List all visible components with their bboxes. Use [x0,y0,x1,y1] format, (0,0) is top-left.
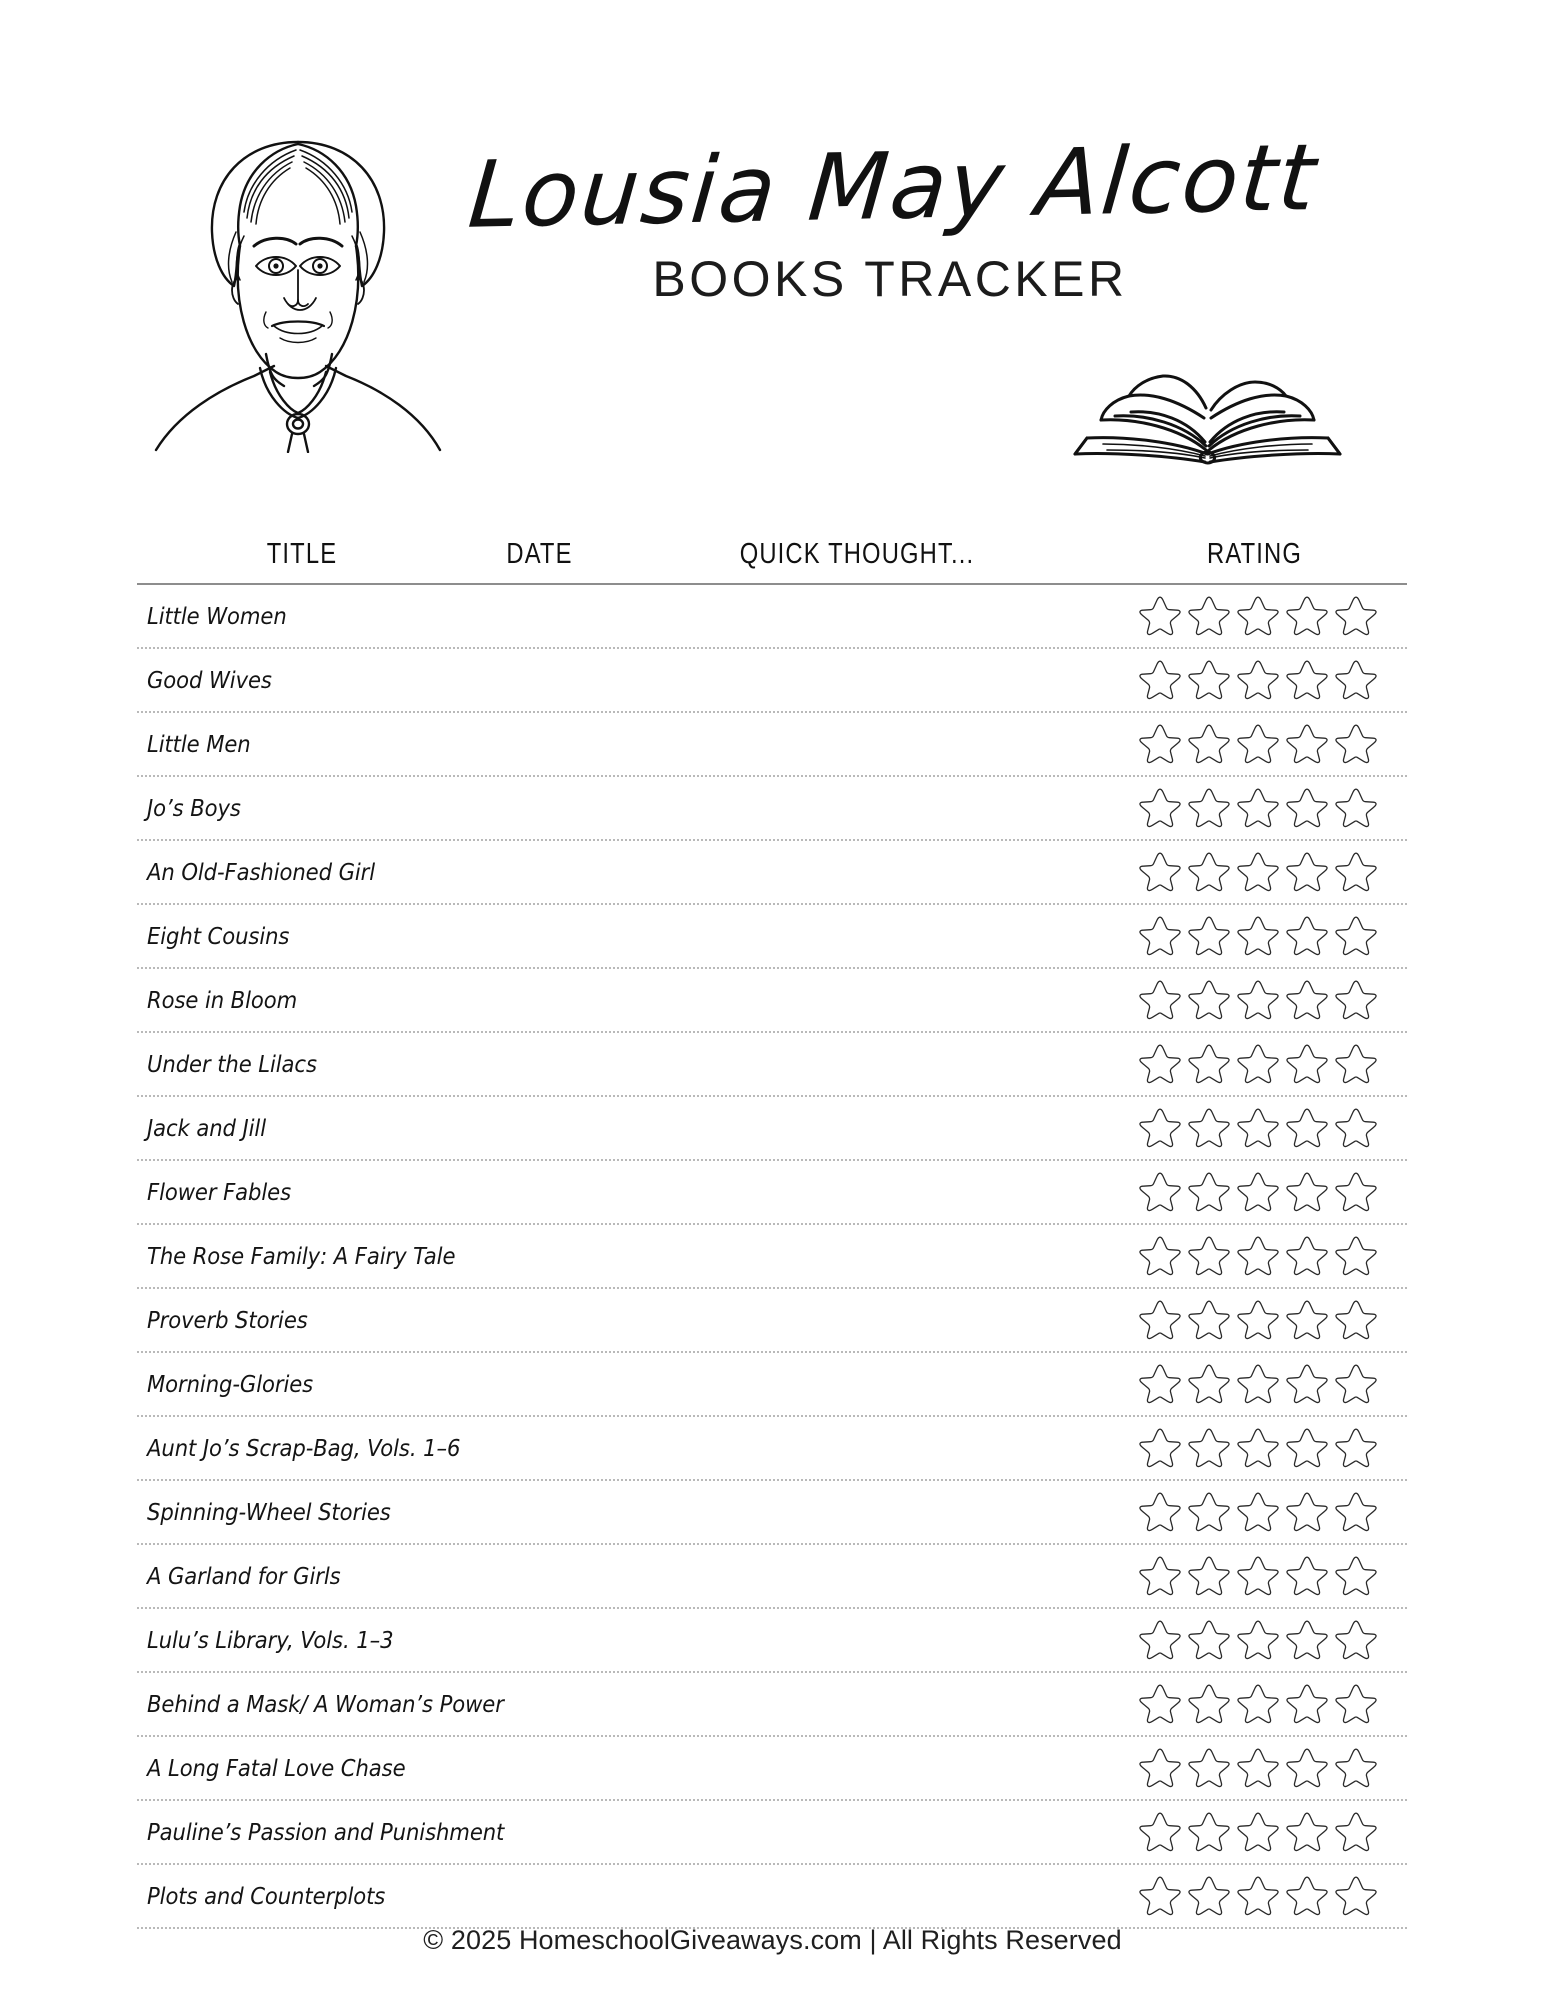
cell-title [137,1178,467,1206]
table-row [137,1353,1407,1417]
rating-star-icon[interactable] [1284,721,1330,767]
table-row [137,777,1407,841]
rating-star-icon[interactable] [1186,785,1232,831]
rating-star-icon[interactable] [1235,657,1281,703]
book-title-text: Jo’s Boys [147,794,241,822]
rating-star-icon[interactable] [1333,1809,1379,1855]
page-header [0,0,1545,500]
rating-star-icon[interactable] [1137,1745,1183,1791]
rating-star-icon[interactable] [1186,593,1232,639]
column-header-quick-thought: QUICK THOUGHT... [739,537,975,570]
table-row [137,1609,1407,1673]
cell-title [137,602,467,630]
rating-star-icon[interactable] [1284,1425,1330,1471]
rating-star-icon[interactable] [1137,1489,1183,1535]
rating-star-icon[interactable] [1186,913,1232,959]
open-book-icon [1055,358,1360,468]
cell-rating[interactable] [1102,1809,1407,1855]
rating-star-icon[interactable] [1333,721,1379,767]
cell-rating[interactable] [1102,1233,1407,1279]
rating-star-icon[interactable] [1284,1553,1330,1599]
column-header-title: TITLE [266,537,338,570]
rating-star-icon[interactable] [1284,657,1330,703]
book-title-text: Jack and Jill [147,1114,267,1142]
table-row [137,1289,1407,1353]
rating-star-icon[interactable] [1186,1105,1232,1151]
book-title-text: Plots and Counterplots [147,1882,386,1910]
cell-title [137,1498,467,1526]
rating-star-icon[interactable] [1284,913,1330,959]
cell-rating[interactable] [1102,1169,1407,1215]
rating-star-icon[interactable] [1186,1553,1232,1599]
table-row [137,1545,1407,1609]
cell-title [137,1306,467,1334]
cell-rating[interactable] [1102,977,1407,1023]
page-title: Lousia May Alcott [464,124,1322,249]
book-title-text: The Rose Family: A Fairy Tale [147,1242,456,1270]
rating-star-icon[interactable] [1186,657,1232,703]
book-title-text: Proverb Stories [147,1306,308,1334]
book-title-text: Behind a Mask/ A Woman’s Power [147,1690,504,1718]
rating-star-icon[interactable] [1235,1617,1281,1663]
table-row [137,1225,1407,1289]
table-row [137,713,1407,777]
rating-star-icon[interactable] [1186,1297,1232,1343]
rating-star-icon[interactable] [1137,657,1183,703]
book-title-text: Morning-Glories [147,1370,314,1398]
cell-rating[interactable] [1102,1489,1407,1535]
cell-title [137,1690,504,1718]
rating-star-icon[interactable] [1235,1553,1281,1599]
rating-star-icon[interactable] [1284,1745,1330,1791]
rating-star-icon[interactable] [1137,1105,1183,1151]
cell-rating[interactable] [1102,913,1407,959]
rating-star-icon[interactable] [1235,593,1281,639]
rating-star-icon[interactable] [1333,593,1379,639]
rating-star-icon[interactable] [1137,1297,1183,1343]
cell-rating[interactable] [1102,593,1407,639]
rating-star-icon[interactable] [1235,1489,1281,1535]
cell-rating[interactable] [1102,1745,1407,1791]
rating-star-icon[interactable] [1137,1233,1183,1279]
rating-star-icon[interactable] [1333,1617,1379,1663]
rating-star-icon[interactable] [1284,1233,1330,1279]
rating-star-icon[interactable] [1137,1041,1183,1087]
cell-title [137,1050,467,1078]
rating-star-icon[interactable] [1137,1169,1183,1215]
rating-star-icon[interactable] [1333,1489,1379,1535]
book-title-text: A Long Fatal Love Chase [147,1754,406,1782]
rating-star-icon[interactable] [1284,1489,1330,1535]
rating-star-icon[interactable] [1284,849,1330,895]
rating-star-icon[interactable] [1284,1809,1330,1855]
rating-star-icon[interactable] [1186,1617,1232,1663]
book-title-text: An Old-Fashioned Girl [147,858,376,886]
book-title-text: Rose in Bloom [147,986,298,1014]
cell-title [137,1114,467,1142]
rating-star-icon[interactable] [1137,1681,1183,1727]
cell-title [137,730,467,758]
table-row [137,1161,1407,1225]
cell-rating[interactable] [1102,1041,1407,1087]
rating-star-icon[interactable] [1235,1297,1281,1343]
cell-title [137,1434,467,1462]
table-row [137,1737,1407,1801]
column-header-date: DATE [506,537,573,570]
rating-star-icon[interactable] [1186,1425,1232,1471]
cell-rating[interactable] [1102,1873,1407,1919]
table-row [137,1673,1407,1737]
rating-star-icon[interactable] [1333,785,1379,831]
rating-star-icon[interactable] [1333,1041,1379,1087]
rating-star-icon[interactable] [1137,593,1183,639]
rating-star-icon[interactable] [1235,1809,1281,1855]
rating-star-icon[interactable] [1137,1553,1183,1599]
rating-star-icon[interactable] [1235,785,1281,831]
rating-star-icon[interactable] [1137,977,1183,1023]
table-row [137,1481,1407,1545]
rating-star-icon[interactable] [1186,1233,1232,1279]
rating-star-icon[interactable] [1186,1809,1232,1855]
book-title-text: Little Men [147,730,251,758]
cell-title [137,666,467,694]
cell-rating[interactable] [1102,657,1407,703]
table-row [137,1097,1407,1161]
rating-star-icon[interactable] [1284,1617,1330,1663]
rating-star-icon[interactable] [1333,1169,1379,1215]
table-row [137,1801,1407,1865]
column-header-rating: RATING [1207,537,1302,570]
table-row [137,649,1407,713]
books-tracker-table [137,525,1407,1929]
table-header-row [137,525,1407,585]
table-body [137,585,1407,1929]
rating-star-icon[interactable] [1235,1745,1281,1791]
rating-star-icon[interactable] [1186,849,1232,895]
book-title-text: Lulu’s Library, Vols. 1–3 [147,1626,394,1654]
rating-star-icon[interactable] [1186,977,1232,1023]
rating-star-icon[interactable] [1235,1105,1281,1151]
rating-star-icon[interactable] [1137,1361,1183,1407]
table-row [137,585,1407,649]
cell-rating[interactable] [1102,1425,1407,1471]
cell-rating[interactable] [1102,785,1407,831]
cell-title [137,1818,505,1846]
table-row [137,1417,1407,1481]
rating-star-icon[interactable] [1333,657,1379,703]
rating-star-icon[interactable] [1284,977,1330,1023]
cell-rating[interactable] [1102,1553,1407,1599]
rating-star-icon[interactable] [1137,849,1183,895]
rating-star-icon[interactable] [1333,977,1379,1023]
rating-star-icon[interactable] [1284,1873,1330,1919]
rating-star-icon[interactable] [1333,1553,1379,1599]
rating-star-icon[interactable] [1235,977,1281,1023]
cell-title [137,1562,467,1590]
rating-star-icon[interactable] [1284,785,1330,831]
book-title-text: Good Wives [147,666,272,694]
rating-star-icon[interactable] [1333,1233,1379,1279]
table-row [137,969,1407,1033]
cell-title [137,1754,467,1782]
rating-star-icon[interactable] [1186,1169,1232,1215]
rating-star-icon[interactable] [1137,785,1183,831]
cell-rating[interactable] [1102,1361,1407,1407]
rating-star-icon[interactable] [1284,1169,1330,1215]
rating-star-icon[interactable] [1333,1297,1379,1343]
rating-star-icon[interactable] [1284,1681,1330,1727]
rating-star-icon[interactable] [1137,913,1183,959]
cell-rating[interactable] [1102,849,1407,895]
rating-star-icon[interactable] [1235,1873,1281,1919]
cell-title [137,1626,467,1654]
book-title-text: A Garland for Girls [147,1562,341,1590]
cell-rating[interactable] [1102,1681,1407,1727]
rating-star-icon[interactable] [1333,1361,1379,1407]
rating-star-icon[interactable] [1186,1361,1232,1407]
rating-star-icon[interactable] [1186,1681,1232,1727]
cell-title [137,1242,467,1270]
table-row [137,905,1407,969]
cell-title [137,858,467,886]
book-title-text: Eight Cousins [147,922,290,950]
rating-star-icon[interactable] [1186,1041,1232,1087]
rating-star-icon[interactable] [1235,1361,1281,1407]
cell-rating[interactable] [1102,1105,1407,1151]
rating-star-icon[interactable] [1186,1873,1232,1919]
book-title-text: Under the Lilacs [147,1050,317,1078]
table-row [137,1033,1407,1097]
rating-star-icon[interactable] [1137,1617,1183,1663]
rating-star-icon[interactable] [1235,913,1281,959]
rating-star-icon[interactable] [1137,721,1183,767]
book-title-text: Pauline’s Passion and Punishment [147,1818,505,1846]
rating-star-icon[interactable] [1137,1425,1183,1471]
rating-star-icon[interactable] [1284,1297,1330,1343]
rating-star-icon[interactable] [1284,1105,1330,1151]
cell-title [137,986,467,1014]
rating-star-icon[interactable] [1284,1361,1330,1407]
rating-star-icon[interactable] [1333,1105,1379,1151]
author-portrait-icon [148,128,448,453]
rating-star-icon[interactable] [1284,1041,1330,1087]
book-title-text: Little Women [147,602,287,630]
rating-star-icon[interactable] [1137,1873,1183,1919]
rating-star-icon[interactable] [1333,1681,1379,1727]
page-subtitle: BOOKS TRACKER [652,250,1128,307]
cell-rating[interactable] [1102,721,1407,767]
rating-star-icon[interactable] [1186,1489,1232,1535]
book-title-text: Aunt Jo’s Scrap-Bag, Vols. 1–6 [147,1434,461,1462]
cell-rating[interactable] [1102,1297,1407,1343]
rating-star-icon[interactable] [1235,1425,1281,1471]
rating-star-icon[interactable] [1186,721,1232,767]
footer-copyright: © 2025 HomeschoolGiveaways.com | All Rights Reserved [423,1925,1122,1955]
table-row [137,1865,1407,1929]
book-title-text: Spinning-Wheel Stories [147,1498,391,1526]
rating-star-icon[interactable] [1235,849,1281,895]
cell-title [137,794,467,822]
title-block [464,124,1322,308]
rating-star-icon[interactable] [1333,1873,1379,1919]
cell-rating[interactable] [1102,1617,1407,1663]
rating-star-icon[interactable] [1235,1041,1281,1087]
cell-title [137,922,467,950]
rating-star-icon[interactable] [1333,849,1379,895]
rating-star-icon[interactable] [1137,1809,1183,1855]
rating-star-icon[interactable] [1235,1681,1281,1727]
rating-star-icon[interactable] [1235,1233,1281,1279]
rating-star-icon[interactable] [1235,1169,1281,1215]
cell-title [137,1882,467,1910]
rating-star-icon[interactable] [1186,1745,1232,1791]
rating-star-icon[interactable] [1333,1745,1379,1791]
book-title-text: Flower Fables [147,1178,291,1206]
rating-star-icon[interactable] [1333,1425,1379,1471]
cell-title [137,1370,467,1398]
rating-star-icon[interactable] [1333,913,1379,959]
table-row [137,841,1407,905]
rating-star-icon[interactable] [1235,721,1281,767]
rating-star-icon[interactable] [1284,593,1330,639]
